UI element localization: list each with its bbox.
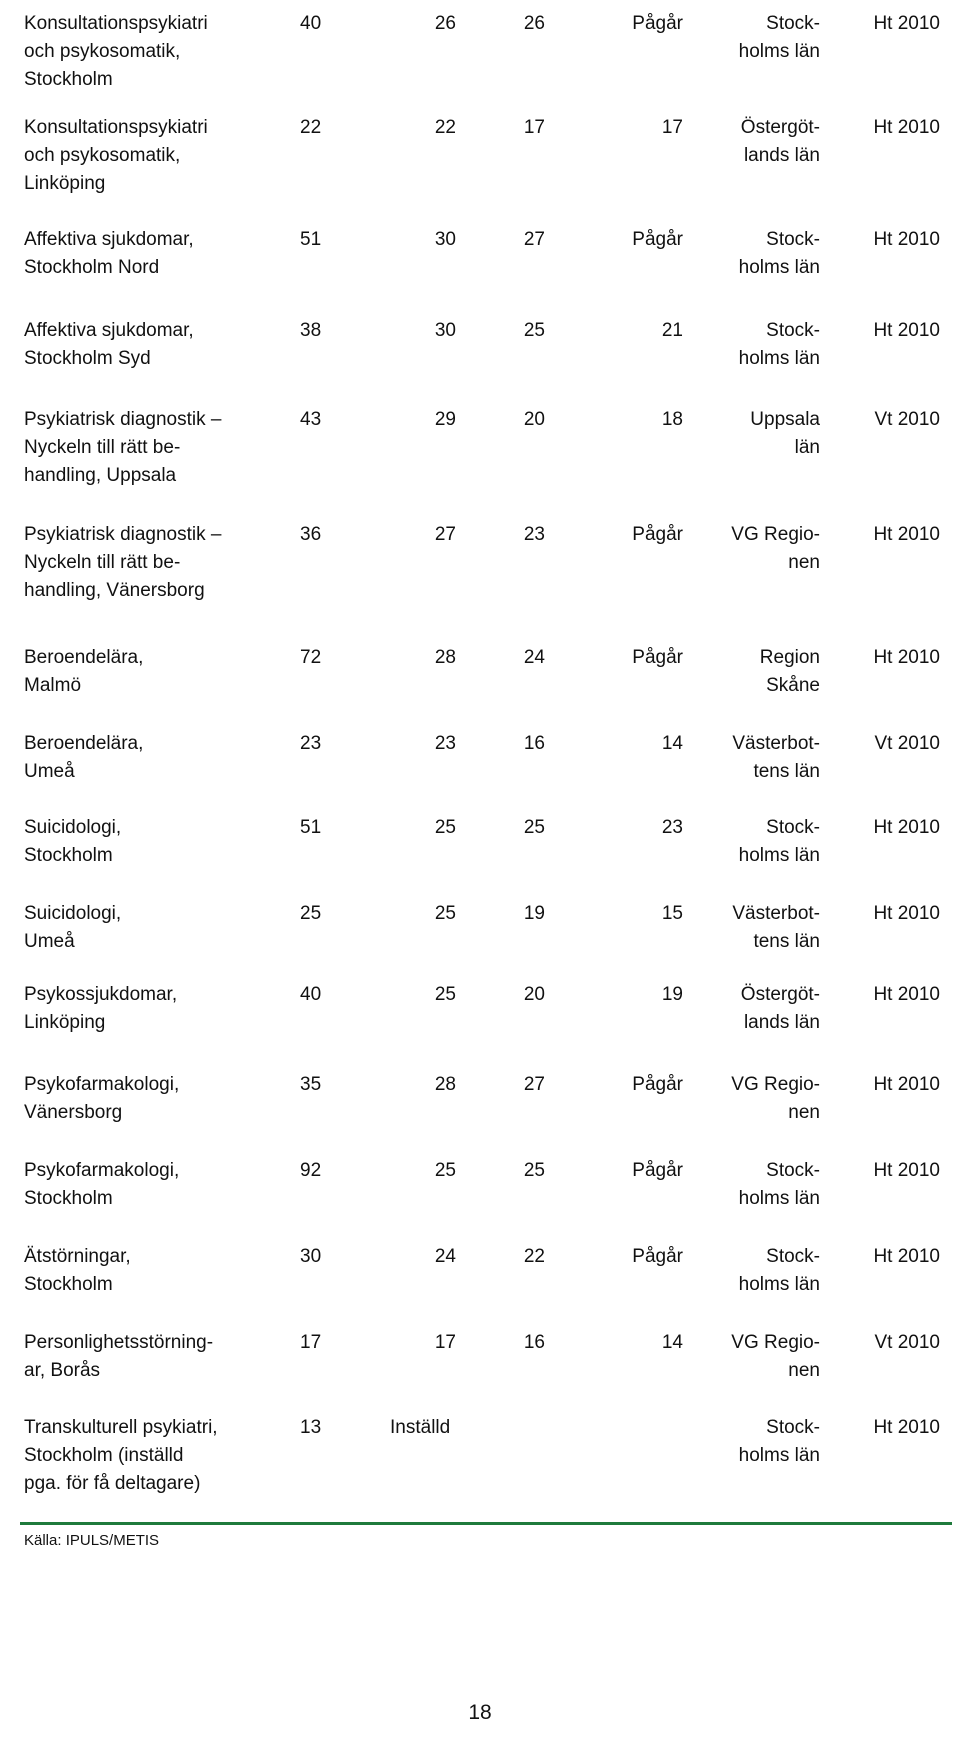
region-line: holms län: [738, 1445, 820, 1466]
region-line: Uppsala: [750, 409, 820, 430]
page-number: 18: [468, 1701, 492, 1724]
course-name-line: Psykiatrisk diagnostik –: [24, 409, 222, 430]
participants-count: 17: [434, 1332, 456, 1353]
participants-count: 30: [434, 229, 456, 250]
course-name-line: Affektiva sjukdomar,: [24, 320, 194, 341]
region: [700, 644, 820, 700]
completed-count: Pågår: [632, 1074, 683, 1095]
course-name: [24, 644, 264, 700]
course-name-line: handling, Vänersborg: [24, 580, 205, 601]
region-line: Stock-: [766, 817, 820, 838]
course-name: [24, 226, 264, 282]
course-name: [24, 981, 264, 1037]
started-count: 16: [523, 733, 545, 754]
region: [700, 226, 820, 282]
course-name-line: Stockholm Syd: [24, 348, 151, 369]
term: Ht 2010: [873, 1074, 940, 1095]
started-count: 22: [523, 1246, 545, 1267]
term: Ht 2010: [873, 903, 940, 924]
region-line: nen: [788, 552, 820, 573]
applicants-count: 51: [300, 229, 322, 250]
participants-count: 29: [434, 409, 456, 430]
course-name: [24, 10, 264, 94]
course-name-line: och psykosomatik,: [24, 145, 181, 166]
course-name-line: Umeå: [24, 761, 75, 782]
region-line: Stock-: [766, 320, 820, 341]
region-line: nen: [788, 1102, 820, 1123]
course-name-line: Vänersborg: [24, 1102, 123, 1123]
completed-count: 15: [661, 903, 683, 924]
course-name: [24, 730, 264, 786]
region: [700, 10, 820, 66]
term: Ht 2010: [873, 13, 940, 34]
participants-count: 25: [434, 903, 456, 924]
started-count: 19: [523, 903, 545, 924]
completed-count: 14: [661, 733, 683, 754]
course-name-line: Stockholm: [24, 1274, 113, 1295]
term: Vt 2010: [874, 409, 940, 430]
course-name: [24, 114, 264, 198]
term: Ht 2010: [873, 1160, 940, 1181]
course-name: [24, 1071, 264, 1127]
course-name-line: och psykosomatik,: [24, 41, 181, 62]
completed-count: 19: [661, 984, 683, 1005]
term: Ht 2010: [873, 1417, 940, 1438]
course-name: [24, 1329, 264, 1385]
course-name-line: handling, Uppsala: [24, 465, 177, 486]
term: Vt 2010: [874, 1332, 940, 1353]
applicants-count: 38: [300, 320, 322, 341]
completed-count: 17: [661, 117, 683, 138]
course-name-line: Linköping: [24, 1012, 106, 1033]
participants-count: 26: [434, 13, 456, 34]
region-line: Stock-: [766, 229, 820, 250]
course-name-line: Linköping: [24, 173, 106, 194]
started-count: 25: [523, 1160, 545, 1181]
region: [700, 521, 820, 577]
course-name-line: Suicidologi,: [24, 903, 122, 924]
course-name-line: Suicidologi,: [24, 817, 122, 838]
completed-count: Pågår: [632, 13, 683, 34]
region-line: Östergöt-: [740, 117, 820, 138]
applicants-count: 72: [300, 647, 322, 668]
participants-count: 25: [434, 817, 456, 838]
course-name-line: pga. för få deltagare): [24, 1473, 201, 1494]
applicants-count: 43: [300, 409, 322, 430]
applicants-count: 23: [300, 733, 322, 754]
course-name: [24, 1243, 264, 1299]
course-name: [24, 900, 264, 956]
region-line: Östergöt-: [740, 984, 820, 1005]
completed-count: 21: [661, 320, 683, 341]
region-line: Stock-: [766, 1417, 820, 1438]
region-line: lands län: [743, 1012, 820, 1033]
participants-count: 28: [434, 1074, 456, 1095]
participants-count: 28: [434, 647, 456, 668]
started-count: 26: [523, 13, 545, 34]
region-line: holms län: [738, 348, 820, 369]
region-line: Skåne: [766, 675, 820, 696]
course-name-line: Nyckeln till rätt be-: [24, 437, 181, 458]
course-name-line: Stockholm: [24, 1188, 113, 1209]
region: [700, 981, 820, 1037]
table-bottom-rule: [20, 1522, 952, 1525]
course-name-line: Psykossjukdomar,: [24, 984, 178, 1005]
course-name: [24, 521, 264, 605]
started-count: 25: [523, 817, 545, 838]
term: Ht 2010: [873, 647, 940, 668]
course-name-line: Umeå: [24, 931, 75, 952]
applicants-count: 13: [300, 1417, 322, 1438]
course-name-line: Psykiatrisk diagnostik –: [24, 524, 222, 545]
course-name-line: Psykofarmakologi,: [24, 1074, 180, 1095]
course-name-line: Affektiva sjukdomar,: [24, 229, 194, 250]
region: [700, 317, 820, 373]
participants-count: 24: [434, 1246, 456, 1267]
course-name: [24, 1414, 264, 1498]
course-name-line: Transkulturell psykiatri,: [24, 1417, 218, 1438]
participants-count: 23: [434, 733, 456, 754]
participants-count: 30: [434, 320, 456, 341]
region: [700, 814, 820, 870]
region-line: Västerbot-: [732, 903, 820, 924]
term: Ht 2010: [873, 229, 940, 250]
started-count: 24: [523, 647, 545, 668]
applicants-count: 36: [300, 524, 322, 545]
region-line: län: [794, 437, 820, 458]
region-line: holms län: [738, 41, 820, 62]
participants-count: 22: [434, 117, 456, 138]
completed-count: Pågår: [632, 229, 683, 250]
started-count: 20: [523, 409, 545, 430]
course-name-line: Psykofarmakologi,: [24, 1160, 180, 1181]
applicants-count: 40: [300, 984, 322, 1005]
region: [700, 1243, 820, 1299]
term: Ht 2010: [873, 524, 940, 545]
applicants-count: 25: [300, 903, 322, 924]
region-line: lands län: [743, 145, 820, 166]
region: [700, 900, 820, 956]
region-line: VG Regio-: [731, 1074, 820, 1095]
course-name-line: Konsultationspsykiatri: [24, 117, 208, 138]
region: [700, 1157, 820, 1213]
region-line: holms län: [738, 845, 820, 866]
applicants-count: 17: [300, 1332, 322, 1353]
course-name-line: Personlighetsstörning-: [24, 1332, 214, 1353]
completed-count: 14: [661, 1332, 683, 1353]
region: [700, 1414, 820, 1470]
region: [700, 1329, 820, 1385]
region-line: Stock-: [766, 1246, 820, 1267]
region-line: holms län: [738, 1274, 820, 1295]
completed-count: Pågår: [632, 524, 683, 545]
completed-count: 23: [661, 817, 683, 838]
course-name-line: Konsultationspsykiatri: [24, 13, 208, 34]
course-name-line: Beroendelära,: [24, 647, 144, 668]
region: [700, 730, 820, 786]
completed-count: Pågår: [632, 1160, 683, 1181]
course-name-line: Stockholm (inställd: [24, 1445, 184, 1466]
course-name: [24, 317, 264, 373]
region: [700, 114, 820, 170]
started-count: 25: [523, 320, 545, 341]
source-note: Källa: IPULS/METIS: [24, 1532, 160, 1549]
region: [700, 1071, 820, 1127]
course-name-line: Malmö: [24, 675, 82, 696]
region-line: holms län: [738, 257, 820, 278]
participants-count: Inställd: [390, 1417, 451, 1438]
region-line: tens län: [753, 761, 820, 782]
started-count: 27: [523, 229, 545, 250]
started-count: 17: [523, 117, 545, 138]
region-line: Stock-: [766, 13, 820, 34]
course-name-line: Stockholm: [24, 845, 113, 866]
started-count: 20: [523, 984, 545, 1005]
term: Ht 2010: [873, 320, 940, 341]
course-name-line: Stockholm: [24, 69, 113, 90]
course-name-line: ar, Borås: [24, 1360, 101, 1381]
region-line: holms län: [738, 1188, 820, 1209]
region-line: nen: [788, 1360, 820, 1381]
course-name: [24, 814, 264, 870]
region-line: VG Regio-: [731, 1332, 820, 1353]
completed-count: Pågår: [632, 1246, 683, 1267]
applicants-count: 92: [300, 1160, 322, 1181]
term: Ht 2010: [873, 1246, 940, 1267]
started-count: 16: [523, 1332, 545, 1353]
participants-count: 27: [434, 524, 456, 545]
term: Ht 2010: [873, 117, 940, 138]
participants-count: 25: [434, 984, 456, 1005]
term: Vt 2010: [874, 733, 940, 754]
applicants-count: 30: [300, 1246, 322, 1267]
started-count: 27: [523, 1074, 545, 1095]
applicants-count: 22: [300, 117, 322, 138]
region-line: Region: [759, 647, 820, 668]
region-line: VG Regio-: [731, 524, 820, 545]
applicants-count: 51: [300, 817, 322, 838]
participants-count: 25: [434, 1160, 456, 1181]
region-line: Stock-: [766, 1160, 820, 1181]
course-name-line: Ätstörningar,: [24, 1246, 131, 1267]
region-line: Västerbot-: [732, 733, 820, 754]
applicants-count: 35: [300, 1074, 322, 1095]
course-name-line: Beroendelära,: [24, 733, 144, 754]
term: Ht 2010: [873, 984, 940, 1005]
term: Ht 2010: [873, 817, 940, 838]
course-name: [24, 1157, 264, 1213]
course-name-line: Stockholm Nord: [24, 257, 160, 278]
completed-count: Pågår: [632, 647, 683, 668]
region: [700, 406, 820, 462]
started-count: 23: [523, 524, 545, 545]
course-name-line: Nyckeln till rätt be-: [24, 552, 181, 573]
region-line: tens län: [753, 931, 820, 952]
completed-count: 18: [661, 409, 683, 430]
course-name: [24, 406, 264, 490]
applicants-count: 40: [300, 13, 322, 34]
